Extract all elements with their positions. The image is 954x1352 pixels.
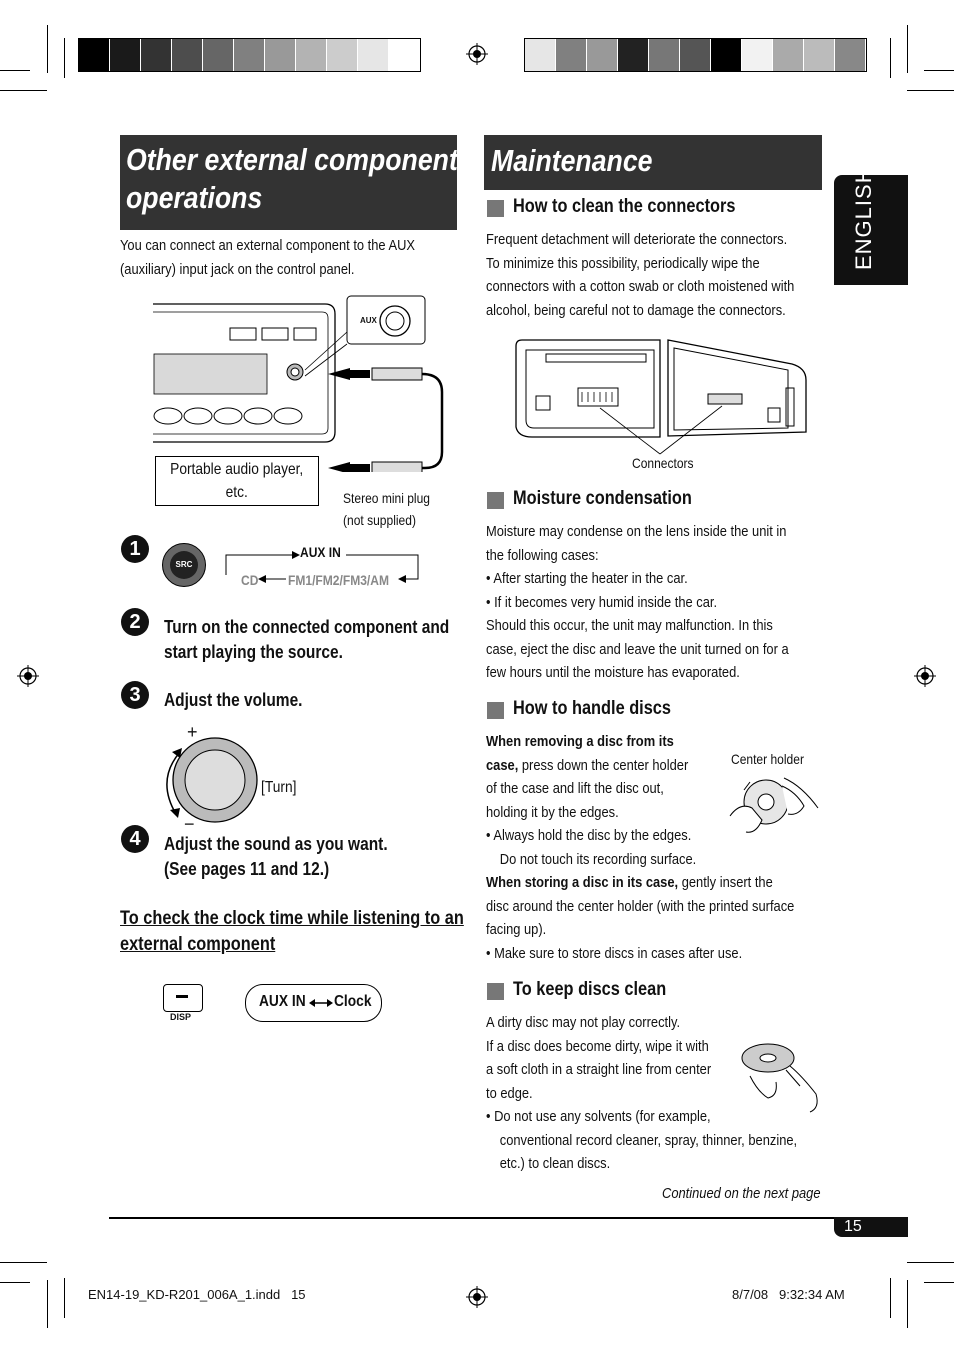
stereo-plug-label: Stereo mini plug (not supplied) [343, 490, 431, 528]
grayscale-bar-left [78, 38, 421, 72]
moisture-text: Moisture may condense on the lens inside the unit in the following cases: • After starting the heater in the car. • If it becomes very humid inside the car. Should this occur, the unit may malfunction. In this case, eject the disc and leave the unit turned on for a few hours until the moisture has evaporated. [486, 523, 789, 681]
src-button-icon [162, 543, 206, 587]
continued-note: Continued on the next page [662, 1185, 821, 1202]
color-bar-right [524, 38, 867, 72]
registration-mark-icon [466, 1286, 488, 1308]
keep-clean-text: A dirty disc may not play correctly. If a disc does become dirty, wipe it with a soft cloth in a straight line from center to edge. • Do not use any solvents (for example, conventional record cleaner, spray, thinner, benzine, etc.) to clean discs. [486, 1014, 798, 1172]
disc-case-illustration [726, 772, 822, 838]
step-3-text: Adjust the volume. [164, 690, 303, 710]
toggle-clock: Clock [334, 993, 372, 1010]
connectors-caption: Connectors [632, 455, 694, 471]
turn-label: [Turn] [261, 779, 297, 796]
registration-mark-icon [17, 665, 39, 687]
section-title-other-external [120, 135, 457, 230]
aux-connection-diagram [150, 292, 450, 472]
title-line: Other external component [126, 142, 458, 177]
connectors-illustration [512, 332, 810, 457]
portable-player-label: Portable audio player, etc. [170, 461, 304, 501]
step-2-text: Turn on the connected component and start playing the source. [164, 617, 450, 662]
language-tab-label: ENGLISH [851, 166, 876, 270]
handle-discs-text: When removing a disc from its case, press down the center holder of the case and lift the disc out, holding it by the edges. • Always hold the disc by the edges. Do not touch its recording surface. When storing a disc in its case, gently insert the disc around the center holder (with the printed surface facing up). • Make sure to store discs in cases after use. [486, 733, 795, 962]
disp-button-icon [163, 984, 203, 1012]
clock-check-heading: To check the clock time while listening to an external component [120, 908, 464, 955]
heading-keep-clean: To keep discs clean [513, 979, 667, 1000]
section-title-maintenance: Maintenance [484, 135, 822, 190]
src-label: SRC [170, 551, 198, 579]
heading-handle-discs: How to handle discs [513, 698, 671, 719]
header-square [487, 983, 504, 1000]
step-4-number: 4 [121, 825, 149, 853]
double-arrow-icon [309, 998, 333, 1008]
center-holder-label: Center holder [731, 751, 804, 767]
page-number: 15 [844, 1218, 862, 1235]
volume-plus: + [187, 722, 198, 742]
heading-moisture: Moisture condensation [513, 488, 692, 509]
aux-clock-toggle [245, 984, 382, 1022]
step-2-number: 2 [121, 608, 149, 636]
disc-wiping-illustration [738, 1036, 824, 1114]
source-aux-in: AUX IN [300, 544, 341, 560]
step-3-number: 3 [121, 681, 149, 709]
source-fm: FM1/FM2/FM3/AM [288, 572, 390, 588]
step-1-number: 1 [121, 535, 149, 563]
footer-date-info: 8/7/08 9:32:34 AM [732, 1287, 845, 1302]
step-4-text: Adjust the sound as you want. (See pages 11 and 12.) [164, 834, 388, 879]
title-line: operations [126, 180, 263, 215]
footer-file-info: EN14-19_KD-R201_006A_1.indd 15 [88, 1287, 306, 1302]
intro-paragraph: You can connect an external component to the AUX (auxiliary) input jack on the control panel. [120, 237, 415, 278]
footer-rule [109, 1217, 908, 1219]
disp-label: DISP [170, 1012, 192, 1022]
heading-clean-connectors: How to clean the connectors [513, 196, 736, 217]
volume-minus: − [184, 814, 195, 834]
header-square [487, 492, 504, 509]
source-cd: CD [241, 572, 259, 588]
volume-knob-icon [158, 736, 258, 828]
aux-label: AUX [360, 316, 377, 325]
registration-mark-icon [914, 665, 936, 687]
clean-connectors-text: Frequent detachment will deteriorate the connectors. To minimize this possibility, periodically wipe the connectors with a cotton swab or cloth moistened with alcohol, being careful not to damage the connectors. [486, 231, 795, 319]
header-square [487, 200, 504, 217]
toggle-aux-in: AUX IN [259, 993, 306, 1010]
header-square [487, 702, 504, 719]
registration-mark-icon [466, 43, 488, 65]
